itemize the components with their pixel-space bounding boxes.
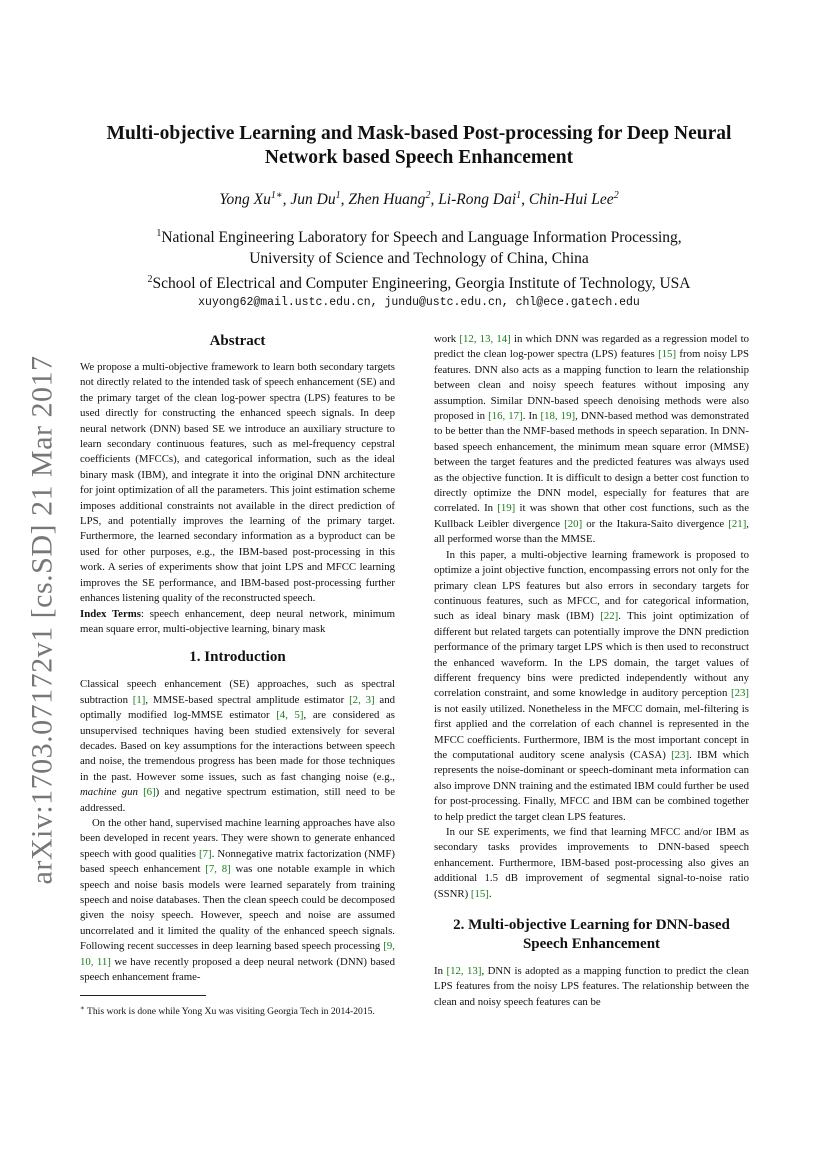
text-run: . This joint optimization of different but related targets can potentially improve the DNN prediction performance of the primary target LPS which is then used to reconstruct the enhanced waveform. In the LPS domain, the target values of different frequency bins were predicted independently without any correlation constraint, and some knowledge in auditory perception xyxy=(434,610,749,700)
citation-link[interactable]: [21] xyxy=(728,517,747,530)
affiliation-mark: 1 xyxy=(156,228,162,240)
index-terms xyxy=(80,607,395,638)
text-run: was one notable example in which speech and noise basis models were learned separately from training speech and noise databases. Then the clean speech could be decomposed given the noisy speech. However, speech and noise are assumed uncorrelated and it limited the quality of the enhanced speech signals. Following recent successes in deep learning based speech processing xyxy=(80,863,396,953)
body-paragraph xyxy=(434,964,749,1010)
text-run: . xyxy=(488,887,492,900)
citation-link[interactable]: [12, 13, 14] xyxy=(459,333,511,345)
body-paragraph xyxy=(434,548,749,825)
citation-link[interactable]: [15] xyxy=(470,887,489,900)
citation-link[interactable]: [6] xyxy=(143,786,156,799)
footnote-text: This work is done while Yong Xu was visiting Georgia Tech in 2014-2015. xyxy=(84,1006,375,1018)
text-run: In our SE experiments, we find that learning MFCC and/or IBM as secondary tasks provides improvements to DNN-based speech enhancement. Furthermore, IBM-based post-processing also gives an additional 1.5 dB improvement of segmental signal-to-noise ratio (SSNR) xyxy=(434,826,749,900)
author-name: , Chin-Hui Lee xyxy=(521,191,614,209)
text-run: and optimally modified log-MMSE estimator xyxy=(80,693,395,722)
arxiv-identifier xyxy=(22,355,62,885)
text-run: In xyxy=(434,965,447,978)
affiliation-text: School of Electrical and Computer Engineering, Georgia Institute of Technology, USA xyxy=(152,275,691,293)
index-terms-label: Index Terms xyxy=(80,607,141,620)
affiliation-mark: 1 xyxy=(516,190,522,201)
text-run: In this paper, a multi-objective learning framework is proposed to optimize a joint objective function, encompassing errors not only for the primary clean LPS features but also errors in secondary targets for continuous features, such as MFCC, and for categorical information, such as ideal binary mask (IBM) xyxy=(434,548,749,623)
footnote xyxy=(80,1002,395,1018)
author-name: , Li-Rong Dai xyxy=(430,191,517,209)
text-run: , are considered as unsupervised techniques having been studied extensively for several decades. Based on key assumptions for the interactions between speech and noise, the tremendous progress has been made for those techniques in the past. However some issues, such as fast changing noise (e.g., xyxy=(80,709,395,783)
citation-link[interactable]: [18, 19] xyxy=(540,410,576,423)
text-run: is not easily utilized. Nonetheless in the MFCC domain, mel-filtering is first applied and the correlation of each channel is represented in the MFCC coefficients. Furthermore, IBM is the most important concept in the computational auditory scene analysis (CASA) xyxy=(434,702,749,761)
text-run: it was shown that other cost functions, such as the Kullback Leibler divergence xyxy=(434,502,749,530)
author-name: , Zhen Huang xyxy=(340,191,426,209)
affiliation-text: National Engineering Laboratory for Speech and Language Information Processing, xyxy=(161,229,682,247)
affiliation-line xyxy=(70,223,768,248)
citation-link[interactable]: [4, 5] xyxy=(276,709,304,722)
footnote-divider xyxy=(80,995,206,996)
left-column xyxy=(80,332,395,1019)
text-run: , all performed worse than the MMSE. xyxy=(434,517,749,546)
intro-paragraph xyxy=(80,677,395,816)
text-run: , DNN-based method was demonstrated to be better than the NMF-based methods in speech separation. In DNN-based speech enhancement, the minimum mean square error (MMSE) between the target features and the predicted features was always used as the objective function. It is difficult to design a better cost function to directly optimize the DNN model, especially for features that are correlated. In xyxy=(434,410,749,515)
intro-paragraph xyxy=(80,816,395,985)
text-run: from noisy LPS features. DNN also acts as a mapping function to learn the relationship between clean and noisy speech features without imposing any assumption. Similar DNN-based speech denoising methods were also proposed in xyxy=(434,348,749,423)
citation-link[interactable]: [16, 17] xyxy=(488,410,523,423)
index-terms-text: : speech enhancement, deep neural network, minimum mean square error, multi-objective learning, binary mask xyxy=(80,607,395,635)
affiliation-mark: 2 xyxy=(613,190,619,201)
affiliation-line: University of Science and Technology of China, China xyxy=(249,250,589,268)
citation-link[interactable]: [15] xyxy=(658,348,677,361)
section-2-heading: 2. Multi-objective Learning for DNN-based Speech Enhancement xyxy=(453,917,730,953)
paper-header xyxy=(70,122,768,309)
text-run: or the Itakura-Saito divergence xyxy=(582,517,729,530)
body-paragraph xyxy=(434,825,749,902)
footnote-mark: ∗ xyxy=(80,1004,85,1013)
affiliations xyxy=(70,223,768,294)
abstract-body: We propose a multi-objective framework to learn both secondary targets not directly related to the intended task of speech enhancement (SE) and the primary target of the clean log-power spectra (LPS) features to be used directly for constructing the enhanced speech signals. In deep neural network (DNN) based SE we introduce an auxiliary structure to learn secondary continuous features, such as mel-frequency cepstral coefficients (MFCCs), and categorical information, such as the ideal binary mask (IBM), and integrate it into the original DNN architecture for joint optimization of all the parameters. This joint estimation scheme imposes additional constraints not available in the direct prediction of LPS, and potentially improves the learning of the primary target. Furthermore, the learned secondary information as a byproduct can be used for other purposes, e.g., the IBM-based post-processing in this work. A series of experiments show that joint LPS and MFCC learning improves the SE performance, and IBM-based post-processing further enhances listening quality of the reconstructed speech. xyxy=(80,361,395,605)
emphasis-text: machine gun xyxy=(80,786,138,799)
affiliation-mark: 1∗ xyxy=(270,190,283,201)
author-emails: xuyong62@mail.ustc.edu.cn, jundu@ustc.edu.cn, chl@ece.gatech.edu xyxy=(198,296,640,310)
paper-title: Multi-objective Learning and Mask-based Post-processing for Deep Neural Network based Speech Enhancement xyxy=(106,123,732,168)
citation-link[interactable]: [9, 10, 11] xyxy=(80,940,395,968)
text-run: we have recently proposed a deep neural network (DNN) based speech enhancement frame- xyxy=(80,955,396,984)
text-run: . Nonnegative matrix factorization (NMF) based speech enhancement xyxy=(80,847,395,876)
citation-link[interactable]: [2, 3] xyxy=(349,693,375,706)
citation-link[interactable]: [1] xyxy=(132,693,146,706)
text-run: . In xyxy=(522,410,541,423)
affiliation-mark: 2 xyxy=(147,274,153,286)
citation-link[interactable]: [19] xyxy=(497,502,516,515)
citation-link[interactable]: [23] xyxy=(671,748,690,761)
affiliation-mark: 2 xyxy=(425,190,431,201)
right-column xyxy=(434,332,749,1010)
text-run: On the other hand, supervised machine learning approaches have also been developed in recent years. They were shown to generate enhanced speech with good qualities xyxy=(80,816,395,860)
affiliation-mark: 1 xyxy=(335,190,341,201)
citation-link[interactable]: [7, 8] xyxy=(205,863,231,876)
citation-link[interactable]: [7] xyxy=(198,847,212,860)
text-run: , DNN is adopted as a mapping function to predict the clean LPS features from the noisy LPS features. The relationship between the clean and noisy speech features can be xyxy=(434,965,749,1008)
text-run: , MMSE-based spectral amplitude estimator xyxy=(145,693,350,706)
text-run: . IBM which represents the noise-dominant or speech-dominant meta information can also improve DNN training and the estimated IBM could further be used for post-processing. Finally, MFCC and IBM can be combined together to help predict the target clean LPS features. xyxy=(434,748,749,823)
citation-link[interactable]: [23] xyxy=(731,687,749,700)
arxiv-identifier-text: arXiv:1703.07172v1 [cs.SD] 21 Mar 2017 xyxy=(25,355,59,885)
citation-link[interactable]: [12, 13] xyxy=(446,965,482,978)
text-run: in which DNN was regarded as a regression model to predict the clean log-power spectra (LPS) features xyxy=(434,333,749,361)
introduction-heading: 1. Introduction xyxy=(189,649,286,666)
author-name: Yong Xu xyxy=(219,191,271,209)
text-run: Classical speech enhancement (SE) approaches, such as spectral subtraction xyxy=(80,678,395,706)
author-name: , Jun Du xyxy=(282,191,336,209)
text-run: work xyxy=(434,333,460,345)
citation-link[interactable]: [22] xyxy=(600,610,619,623)
text-run: ) and negative spectrum estimation, still need to be addressed. xyxy=(80,786,395,814)
author-list xyxy=(70,190,768,209)
citation-link[interactable]: [20] xyxy=(564,517,583,530)
body-paragraph xyxy=(434,332,749,548)
abstract-heading: Abstract xyxy=(209,333,266,349)
affiliation-line xyxy=(70,269,768,294)
